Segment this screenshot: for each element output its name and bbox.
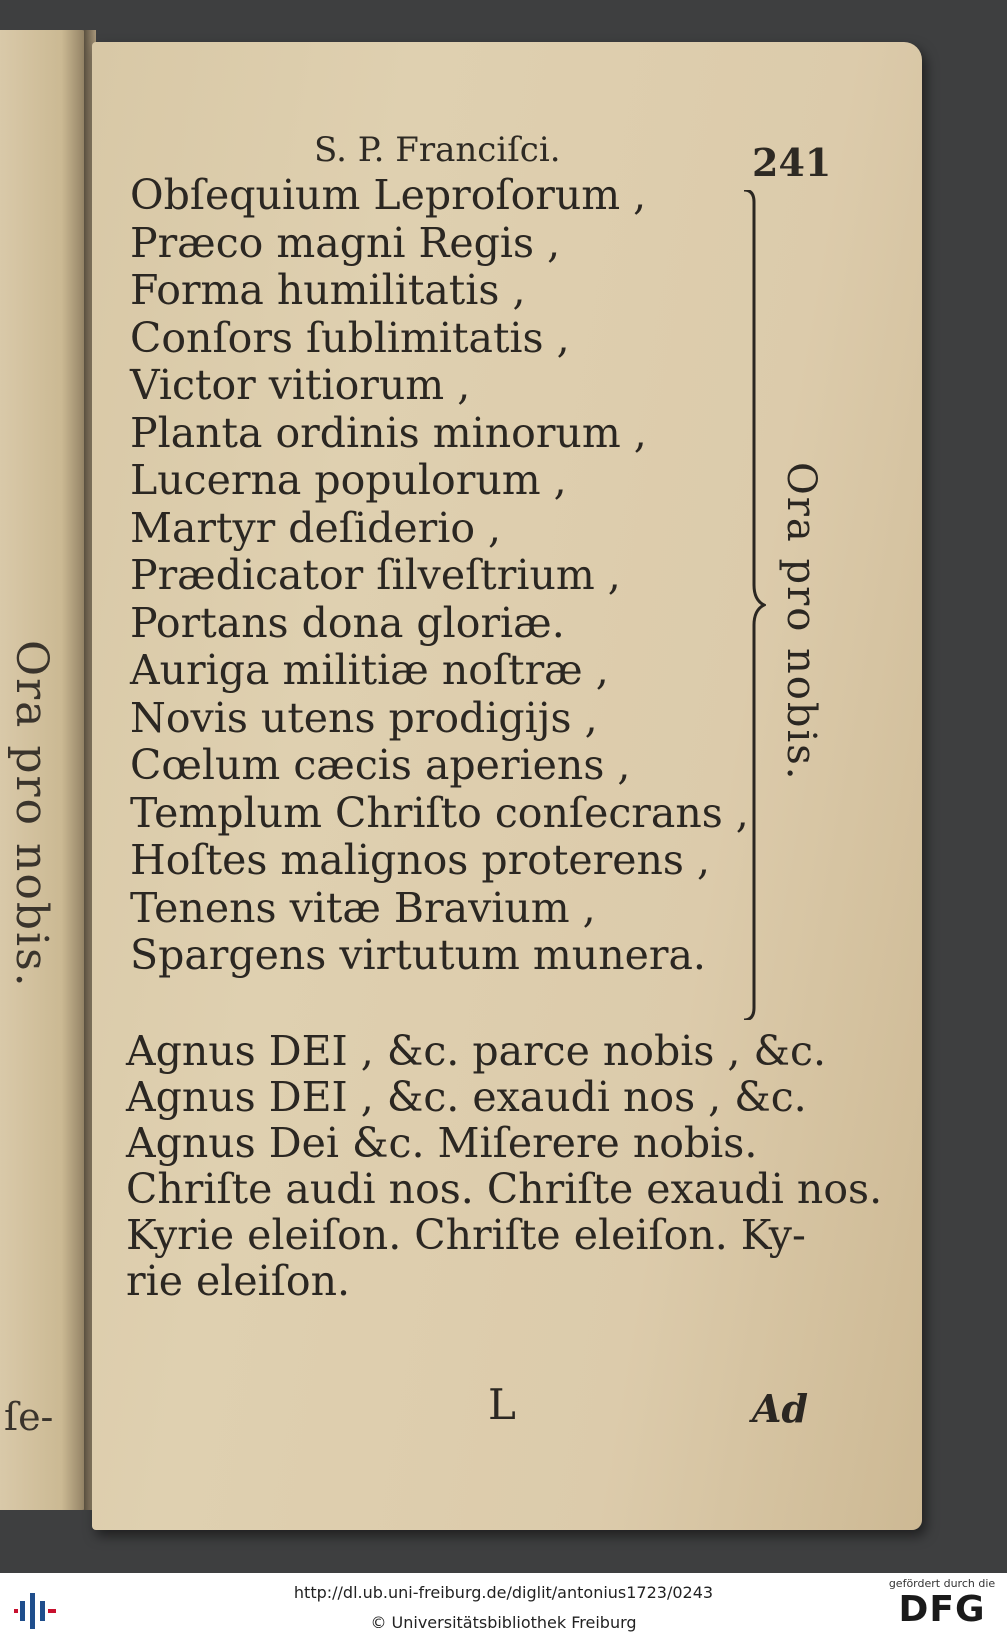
closing-line: Agnus DEI , &c. parce nobis , &c. bbox=[126, 1027, 826, 1075]
previous-page-fragment: ſe- bbox=[4, 1395, 54, 1439]
litany-line: Prædicator ſilveſtrium , bbox=[130, 551, 621, 599]
dfg-logo: DFG bbox=[898, 1589, 986, 1630]
litany-line: Templum Chriſto conſecrans , bbox=[130, 788, 749, 837]
closing-line: Agnus DEI , &c. exaudi nos , &c. bbox=[126, 1073, 807, 1121]
litany-line: Forma humilitatis , bbox=[130, 266, 526, 314]
litany-line: Hoſtes malignos proterens , bbox=[130, 836, 711, 884]
permalink-url[interactable]: http://dl.ub.uni-freiburg.de/diglit/antonius1723/0243 bbox=[293, 1583, 714, 1602]
litany-line: Spargens virtutum munera. bbox=[130, 931, 706, 979]
litany-line: Novis utens prodigijs , bbox=[130, 693, 598, 742]
viewer-footer bbox=[0, 1573, 1007, 1645]
closing-line: Kyrie eleiſon. Chriſte eleiſon. Ky- bbox=[126, 1211, 806, 1259]
litany-line: Auriga militiæ noſtræ , bbox=[130, 646, 609, 694]
litany-line: Conſors ſublimitatis , bbox=[130, 313, 570, 362]
funding-badge bbox=[887, 1577, 997, 1630]
litany-line: Portans dona gloriæ. bbox=[130, 598, 565, 647]
litany-line: Planta ordinis minorum , bbox=[130, 408, 647, 457]
litany-line: Cœlum cæcis aperiens , bbox=[130, 741, 631, 789]
previous-page-vertical-text: Ora pro nobis. bbox=[6, 640, 57, 989]
litany-line: Præco magni Regis , bbox=[130, 218, 561, 267]
copyright-notice: © Universitätsbibliothek Freiburg bbox=[370, 1613, 637, 1632]
running-header: S. P. Franciſci. bbox=[314, 130, 561, 170]
page-number: 241 bbox=[752, 140, 832, 185]
previous-page bbox=[0, 30, 88, 1510]
litany-line: Obſequium Leproſorum , bbox=[130, 171, 647, 219]
closing-line: Agnus Dei &c. Miſerere nobis. bbox=[126, 1119, 758, 1167]
signature-mark: L bbox=[488, 1380, 516, 1429]
funding-text: gefördert durch die bbox=[888, 1577, 996, 1590]
litany-line: Martyr deſiderio , bbox=[130, 503, 502, 552]
litany-list bbox=[130, 172, 749, 980]
litany-line: Victor vitiorum , bbox=[130, 361, 471, 409]
closing-prayers bbox=[126, 1028, 882, 1304]
closing-line: rie eleiſon. bbox=[126, 1257, 351, 1305]
curly-bracket bbox=[740, 190, 766, 1020]
litany-line: Lucerna populorum , bbox=[130, 456, 567, 504]
catchword: Ad bbox=[752, 1386, 809, 1431]
closing-line: Chriſte audi nos. Chriſte exaudi nos. bbox=[126, 1165, 883, 1213]
litany-line: Tenens vitæ Bravium , bbox=[130, 883, 596, 932]
bracket-label: Ora pro nobis. bbox=[778, 462, 824, 782]
